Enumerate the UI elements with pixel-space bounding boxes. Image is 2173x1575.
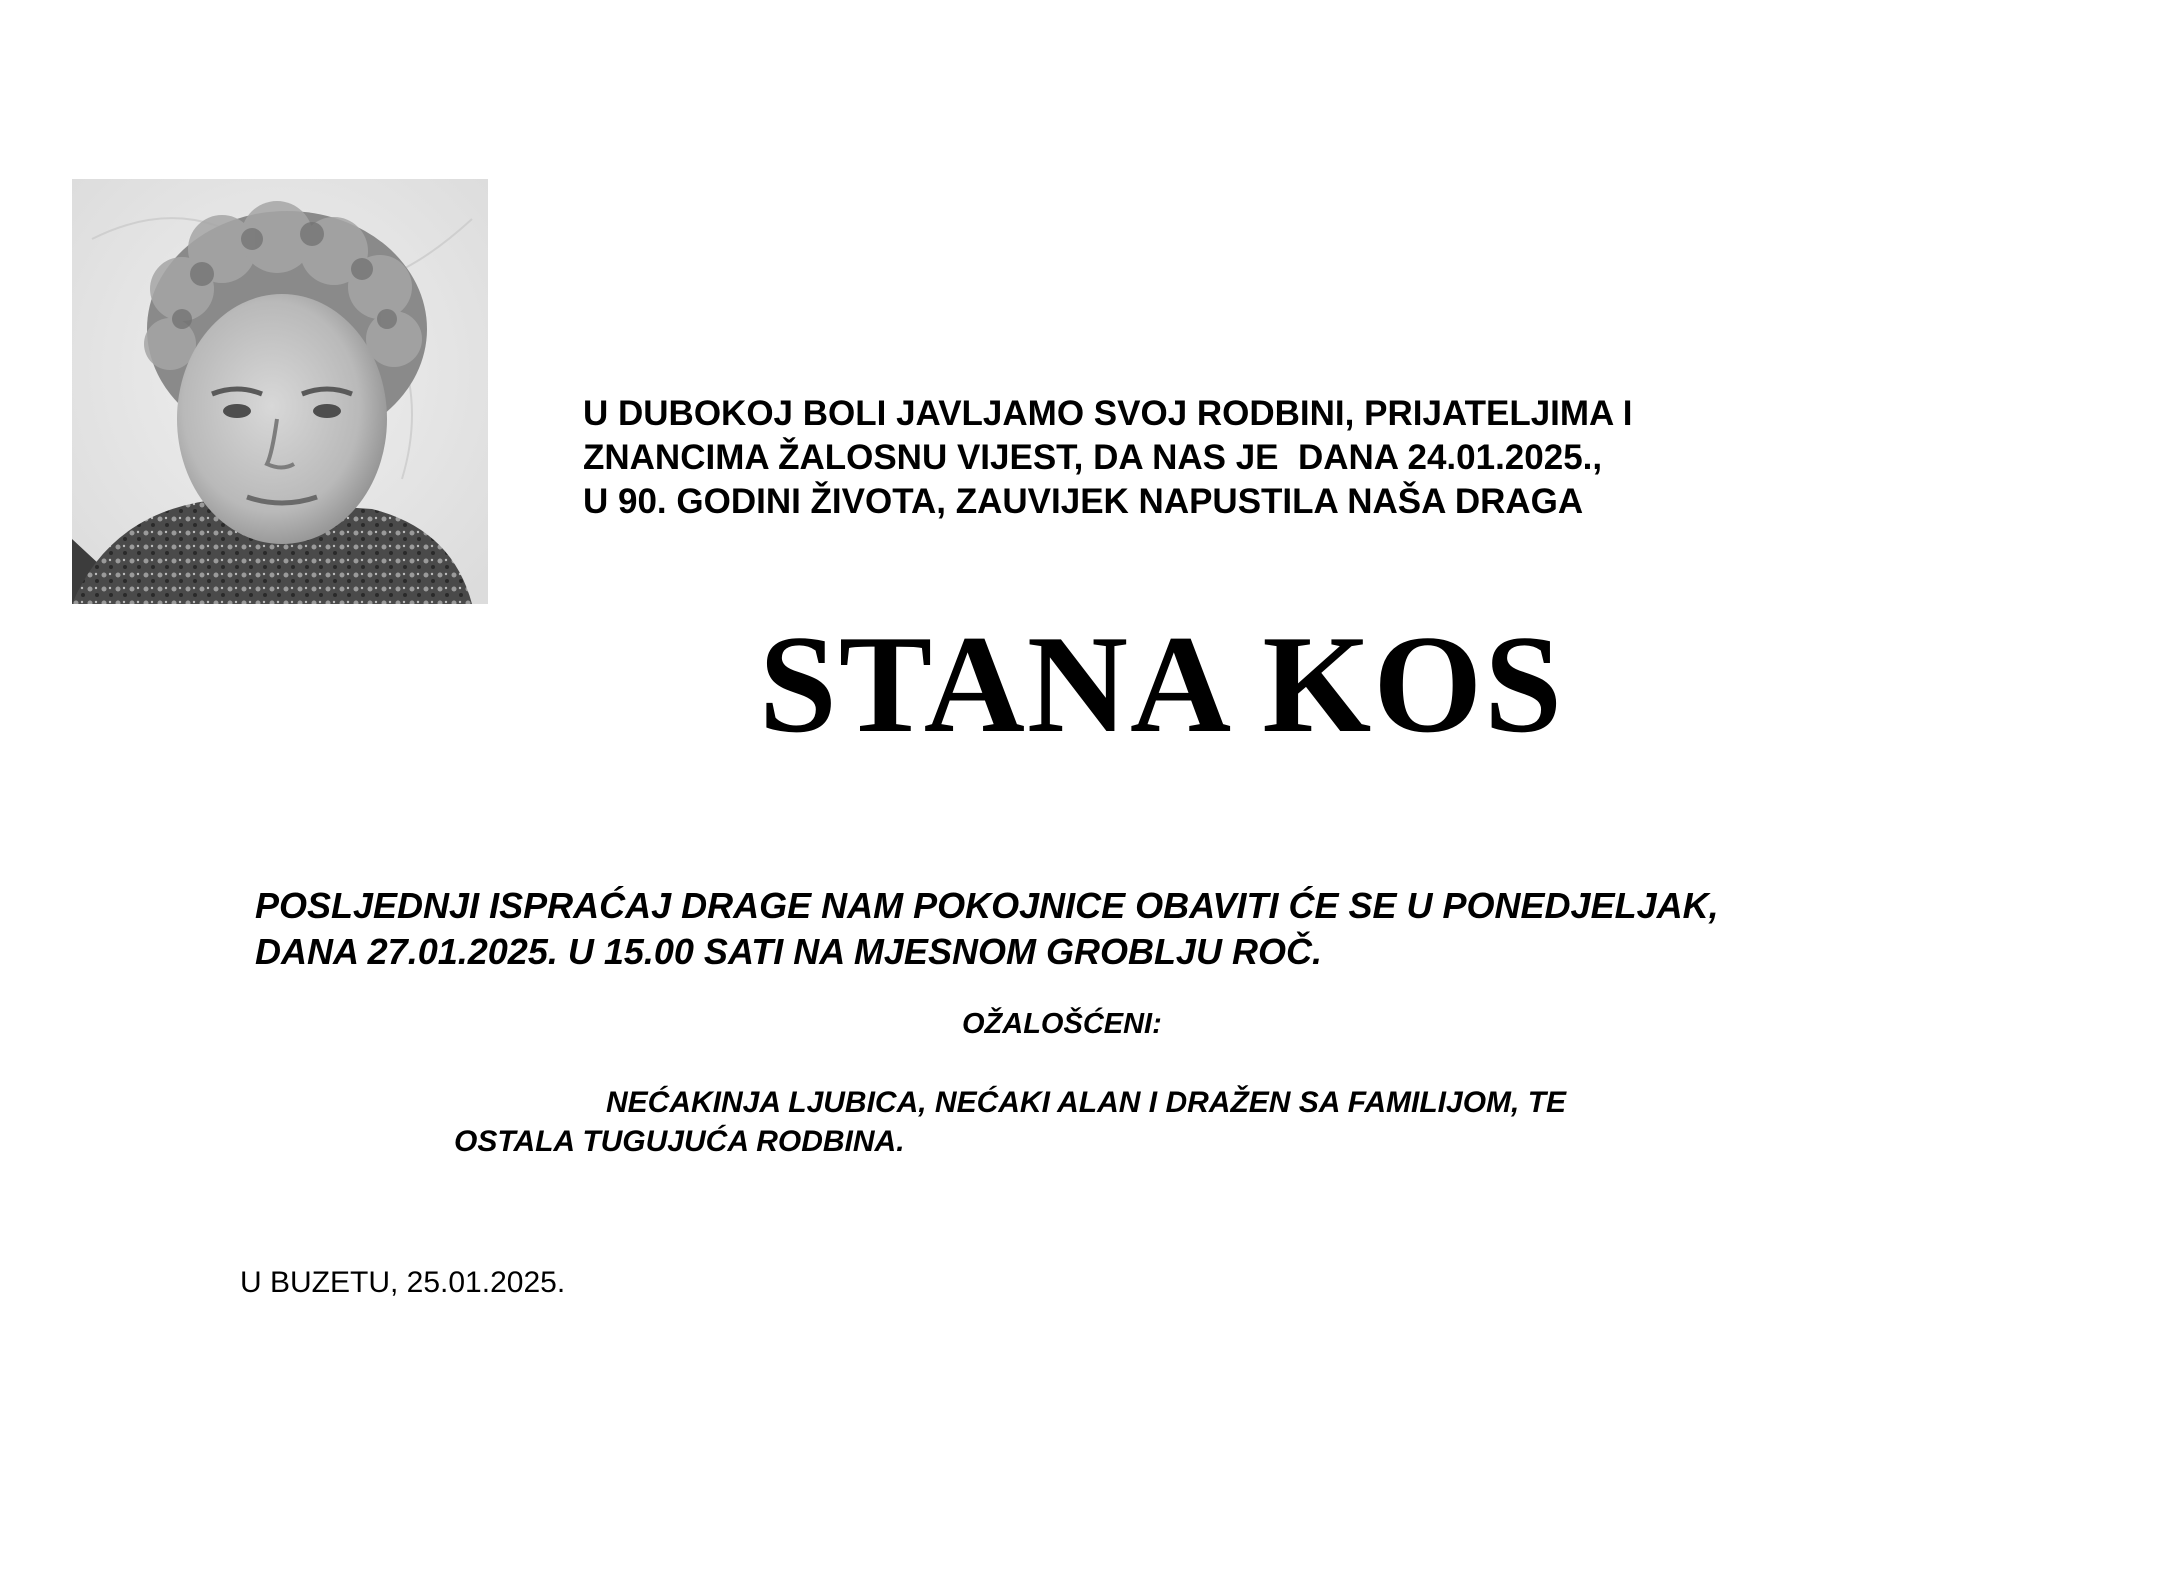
notice-intro-line: U DUBOKOJ BOLI JAVLJAMO SVOJ RODBINI, PRIJATELJIMA I — [583, 394, 1633, 433]
portrait-photo-graphic — [72, 179, 488, 604]
notice-intro-line: U 90. GODINI ŽIVOTA, ZAUVIJEK NAPUSTILA NAŠA DRAGA — [583, 482, 1584, 521]
portrait-photo — [72, 179, 488, 604]
notice-intro — [583, 392, 1933, 524]
funeral-line: DANA 27.01.2025. U 15.00 SATI NA MJESNOM GROBLJU ROČ. — [255, 931, 1322, 972]
place-and-date: U BUZETU, 25.01.2025. — [240, 1266, 566, 1299]
funeral-line: POSLJEDNJI ISPRAĆAJ DRAGE NAM POKOJNICE OBAVITI ĆE SE U PONEDJELJAK, — [255, 885, 1719, 926]
funeral-announcement — [255, 883, 2055, 975]
mourners-heading: OŽALOŠĆENI: — [962, 1008, 1162, 1040]
notice-intro-line: ZNANCIMA ŽALOSNU VIJEST, DA NAS JE DANA 24.01.2025., — [583, 438, 1603, 477]
mourners-list — [454, 1083, 1854, 1161]
mourners-line: NEĆAKINJA LJUBICA, NEĆAKI ALAN I DRAŽEN SA FAMILIJOM, TE — [606, 1086, 1567, 1119]
mourners-line: OSTALA TUGUJUĆA RODBINA. — [454, 1125, 905, 1158]
deceased-name: STANA KOS — [758, 607, 1565, 762]
